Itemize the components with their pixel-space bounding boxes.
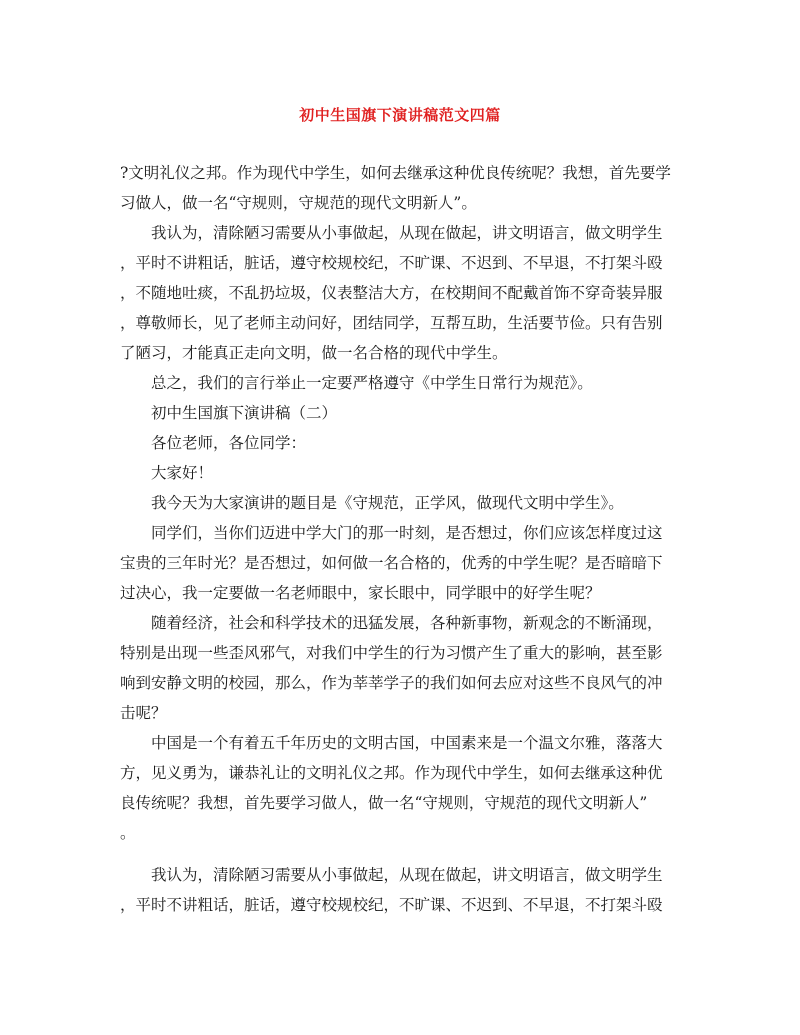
text-line: 击呢？ [120,704,167,722]
text-line: ?文明礼仪之邦。作为现代中学生，如何去继承这种优良传统呢？我想，首先要学 [120,164,671,182]
text-line: 随着经济，社会和科学技术的迅猛发展，各种新事物，新观念的不断涌现， [151,614,663,632]
section-heading: 初中生国旗下演讲稿（二） [151,404,338,422]
salutation: 各位老师，各位同学： [151,434,307,452]
text-line: ，平时不讲粗话，脏话，遵守校规校纪，不旷课、不迟到、不早退，不打架斗殴 [120,896,663,914]
text-line: 方，见义勇为，谦恭礼让的文明礼仪之邦。作为现代中学生，如何去继承这种优 [120,764,663,782]
text-line: 总之，我们的言行举止一定要严格遵守《中学生日常行为规范》。 [151,374,593,392]
text-line: 我认为，清除陋习需要从小事做起，从现在做起，讲文明语言，做文明学生 [151,224,663,242]
text-line: 过决心，我一定要做一名老师眼中，家长眼中，同学眼中的好学生呢？ [120,584,601,602]
text-line: 习做人，做一名“守规则，守规范的现代文明新人”。 [120,194,477,212]
text-line: ，不随地吐痰，不乱扔垃圾，仪表整洁大方，在校期间不配戴首饰不穿奇装异服 [120,284,663,302]
text-line: 特别是出现一些歪风邪气，对我们中学生的行为习惯产生了重大的影响，甚至影 [120,644,663,662]
text-line: 。 [120,824,136,842]
text-line: 我今天为大家演讲的题目是《守规范，正学风，做现代文明中学生》。 [151,494,624,512]
text-line: 宝贵的三年时光？是否想过，如何做一名合格的，优秀的中学生呢？是否暗暗下 [120,554,663,572]
text-line: ，尊敬师长，见了老师主动问好，团结同学，互帮互助，生活要节俭。只有告别 [120,314,663,332]
text-line: 中国是一个有着五千年历史的文明古国，中国素来是一个温文尔雅，落落大 [151,734,663,752]
text-line: 响到安静文明的校园，那么，作为莘莘学子的我们如何去应对这些不良风气的冲 [120,674,663,692]
text-line: ，平时不讲粗话，脏话，遵守校规校纪，不旷课、不迟到、不早退，不打架斗殴 [120,254,663,272]
text-line: 良传统呢？我想，首先要学习做人，做一名“守规则，守规范的现代文明新人” [120,794,648,812]
document-title: 初中生国旗下演讲稿范文四篇 [299,106,501,124]
document-body [120,158,690,920]
greeting: 大家好！ [151,464,214,482]
text-line: 了陋习，才能真正走向文明，做一名合格的现代中学生。 [120,344,508,362]
text-line: 我认为，清除陋习需要从小事做起，从现在做起，讲文明语言，做文明学生 [151,866,663,884]
text-line: 同学们，当你们迈进中学大门的那一时刻，是否想过，你们应该怎样度过这 [151,524,663,542]
